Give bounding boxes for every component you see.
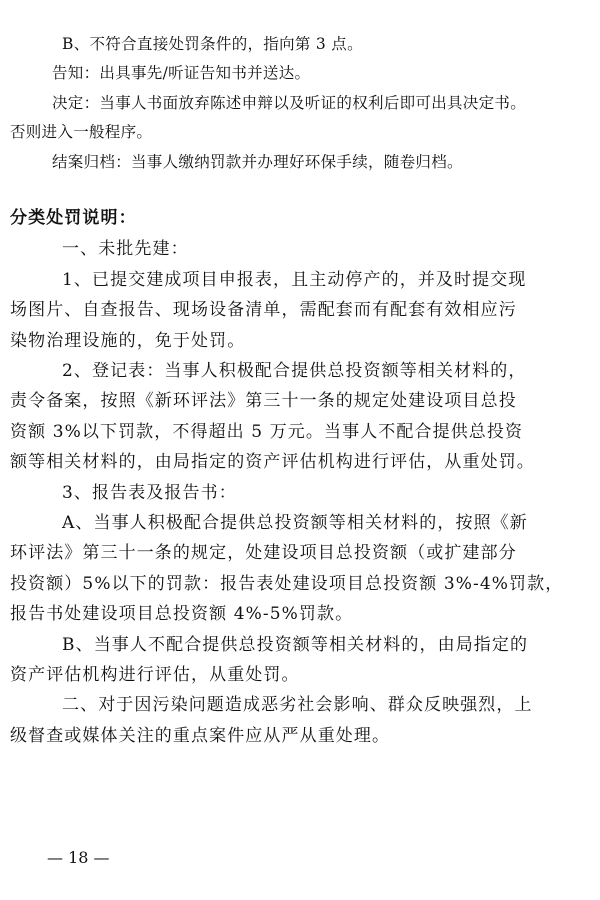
- page-number: — 18 —: [47, 848, 110, 867]
- text-line: B、当事人不配合提供总投资额等相关材料的，由局指定的: [62, 635, 529, 655]
- text-line: 2、登记表：当事人积极配合提供总投资额等相关材料的，: [62, 361, 527, 381]
- text-line: 资产评估机构进行评估，从重处罚。: [10, 665, 300, 685]
- text-line: 责令备案，按照《新环评法》第三十一条的规定处建设项目总投: [10, 391, 517, 411]
- text-line: 投资额）5%以下的罚款：报告表处建设项目总投资额 3%-4%罚款，: [10, 574, 564, 594]
- text-line: 报告书处建设项目总投资额 4%-5%罚款。: [10, 604, 354, 624]
- text-line: 3、报告表及报告书：: [62, 483, 237, 503]
- text-line: 否则进入一般程序。: [10, 123, 153, 141]
- text-line: 资额 3%以下罚款，不得超出 5 万元。当事人不配合提供总投资: [10, 422, 524, 442]
- text-line: B、不符合直接处罚条件的，指向第 3 点。: [62, 35, 363, 53]
- text-line: 环评法》第三十一条的规定，处建设项目总投资额（或扩建部分: [10, 543, 517, 563]
- section-title: 分类处罚说明：: [10, 208, 137, 228]
- text-line: 一、未批先建：: [62, 239, 189, 259]
- text-line: 告知：出具事先/听证告知书并送达。: [52, 64, 311, 82]
- text-line: 场图片、自查报告、现场设备清单，需配套而有配套有效相应污: [10, 300, 517, 320]
- text-line: 额等相关材料的，由局指定的资产评估机构进行评估，从重处罚。: [10, 452, 535, 472]
- text-line: A、当事人积极配合提供总投资额等相关材料的，按照《新: [62, 513, 528, 533]
- text-line: 级督查或媒体关注的重点案件应从严从重处理。: [10, 726, 391, 746]
- text-line: 决定：当事人书面放弃陈述申辩以及听证的权利后即可出具决定书。: [52, 94, 527, 112]
- text-line: 结案归档：当事人缴纳罚款并办理好环保手续，随卷归档。: [52, 153, 463, 171]
- text-line: 染物治理设施的，免于处罚。: [10, 331, 246, 351]
- text-line: 1、已提交建成项目申报表，且主动停产的，并及时提交现: [62, 270, 527, 290]
- text-line: 二、对于因污染问题造成恶劣社会影响、群众反映强烈，上: [62, 695, 533, 715]
